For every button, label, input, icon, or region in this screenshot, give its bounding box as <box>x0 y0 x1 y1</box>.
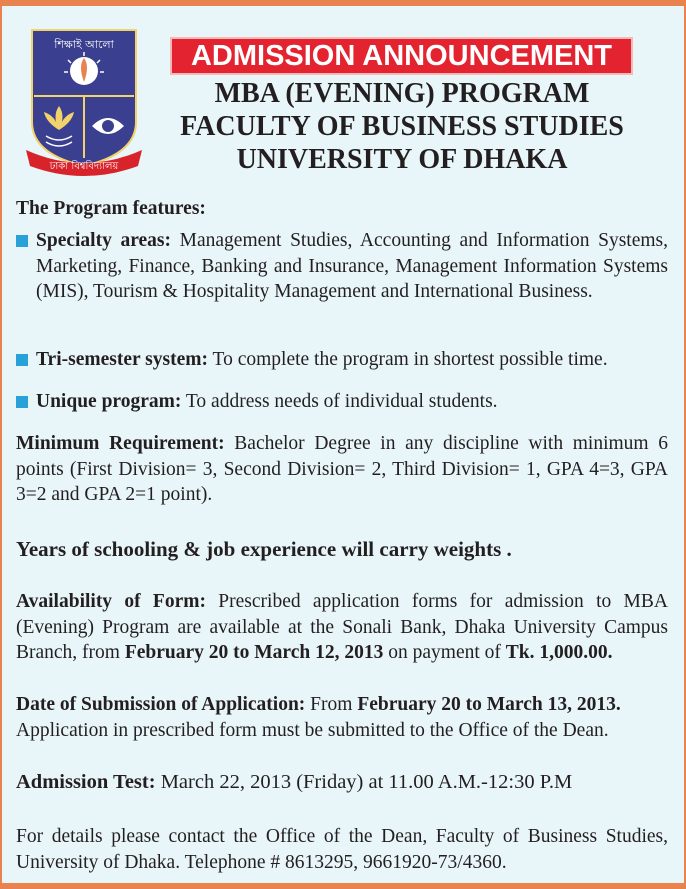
admission-test: Admission Test: March 22, 2013 (Friday) at 11.00 A.M.-12:30 P.M <box>16 771 573 793</box>
form-availability: Availability of Form: Prescribed application forms for admission to MBA (Evening) Program are available at the Sonali Bank, Dhaka University Campus Branch, from February 20 to March 12, 2013 on payment of Tk. 1,000.00. <box>16 591 668 663</box>
bullet-icon <box>16 354 28 366</box>
bullet-icon <box>16 396 28 408</box>
feature-item-trisemester: Tri-semester system: To complete the program in shortest possible time. <box>36 349 608 370</box>
contact-details: For details please contact the Office of the Dean, Faculty of Business Studies, University of Dhaka. Telephone # 8613295, 9661920-73/4360. <box>16 826 668 873</box>
logo-name: ঢাকা বিশ্ববিদ্যালয় <box>49 161 119 172</box>
submission-date: Date of Submission of Application: From February 20 to March 13, 2013. Application in prescribed form must be submitted to the Office of the Dean. <box>16 694 621 741</box>
program-title: MBA (EVENING) PROGRAM <box>214 78 590 109</box>
weights-statement: Years of schooling & job experience will carry weights . <box>16 537 512 561</box>
bullet-icon <box>16 235 28 247</box>
logo-motto: শিক্ষাই আলো <box>54 38 114 51</box>
faculty-title: FACULTY OF BUSINESS STUDIES <box>180 111 624 142</box>
university-title: UNIVERSITY OF DHAKA <box>236 144 568 175</box>
announcement-banner: ADMISSION ANNOUNCEMENT <box>170 37 633 75</box>
features-heading: The Program features: <box>16 198 206 219</box>
university-logo <box>24 26 144 178</box>
feature-item-unique: Unique program: To address needs of individual students. <box>36 391 498 412</box>
minimum-requirement: Minimum Requirement: Bachelor Degree in any discipline with minimum 6 points (First Division= 3, Second Division= 2, Third Division= 1, GPA 4=3, GPA 3=2 and GPA 2=1 point). <box>16 433 669 505</box>
feature-item-specialty: Specialty areas: Management Studies, Accounting and Information Systems, Marketing, Finance, Banking and Insurance, Management Information Systems (MIS), Tourism & Hospitality Management and International Business. <box>36 230 668 302</box>
